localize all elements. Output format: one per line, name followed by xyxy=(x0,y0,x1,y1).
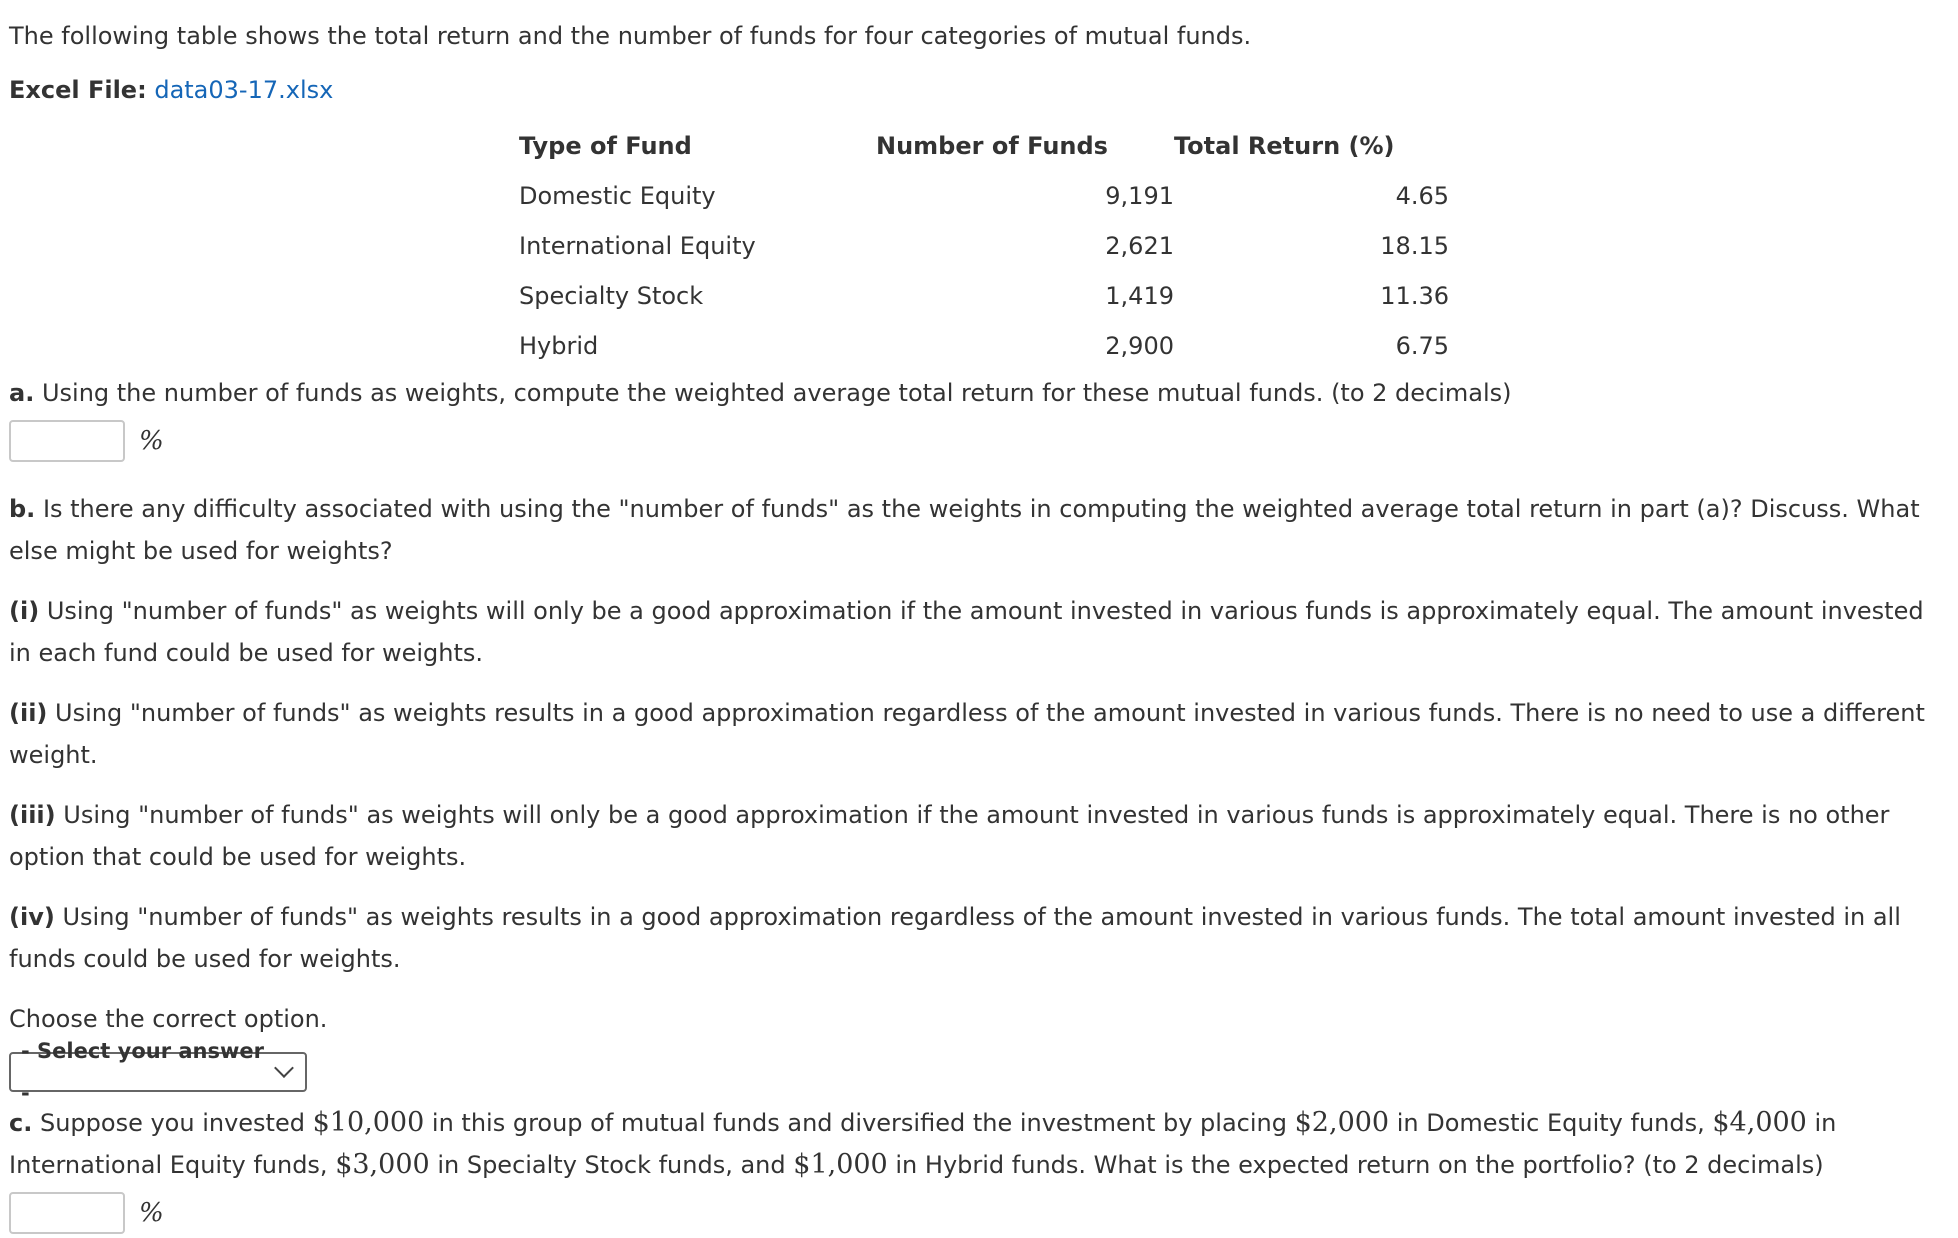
table-row xyxy=(519,221,1449,271)
part-b-text: Is there any difficulty associated with using the "number of funds" as the weights in computing the weighted average total return in part (a)? Discuss. What else might be used for weights? xyxy=(9,495,1920,565)
amount-specialty: $3,000 xyxy=(335,1149,430,1180)
part-c-question xyxy=(9,1102,1949,1186)
question-content xyxy=(9,15,1949,1238)
part-a-answer-row xyxy=(9,416,1949,466)
fund-count-cell: 9,191 xyxy=(1105,182,1174,210)
table-row xyxy=(519,171,1449,221)
part-c-answer-row xyxy=(9,1188,1949,1238)
part-b-label: b. xyxy=(9,495,36,523)
chevron-down-icon xyxy=(274,1058,294,1078)
part-c-text: in Specialty Stock funds, and xyxy=(437,1151,786,1179)
header-total-return: Total Return (%) xyxy=(1174,132,1395,160)
part-a-answer-input[interactable] xyxy=(9,420,125,462)
part-c-text: in Hybrid funds. What is the expected return on the portfolio? (to 2 decimals) xyxy=(895,1151,1824,1179)
part-c-answer-input[interactable] xyxy=(9,1192,125,1234)
part-c-percent-unit: % xyxy=(139,1198,164,1228)
part-c-text: in this group of mutual funds and diversified the investment by placing xyxy=(431,1109,1287,1137)
fund-type-cell: International Equity xyxy=(519,232,756,260)
header-type-of-fund: Type of Fund xyxy=(519,132,692,160)
amount-total: $10,000 xyxy=(312,1107,425,1138)
part-a-question xyxy=(9,372,1949,414)
part-c-label: c. xyxy=(9,1109,33,1137)
amount-hybrid: $1,000 xyxy=(793,1149,888,1180)
intro-text: The following table shows the total return and the number of funds for four categories of mutual funds. xyxy=(9,22,1252,50)
excel-file-line xyxy=(9,69,1949,111)
part-c-text: in Domestic Equity funds, xyxy=(1396,1109,1705,1137)
answer-select-value: - Select your answer - xyxy=(21,1039,264,1105)
fund-count-cell: 2,621 xyxy=(1105,232,1174,260)
fund-count-cell: 1,419 xyxy=(1105,282,1174,310)
fund-type-cell: Hybrid xyxy=(519,332,599,360)
option-ii xyxy=(9,692,1949,776)
option-iv xyxy=(9,896,1949,980)
option-label: (iv) xyxy=(9,903,55,931)
option-text: Using "number of funds" as weights results in a good approximation regardless of the amount invested in various funds. The total amount invested in all funds could be used for weights. xyxy=(9,903,1901,973)
funds-table xyxy=(519,121,1449,371)
fund-count-cell: 2,900 xyxy=(1105,332,1174,360)
part-b-question xyxy=(9,488,1949,572)
part-a-percent-unit: % xyxy=(139,426,164,456)
amount-domestic: $2,000 xyxy=(1294,1107,1390,1138)
table-row xyxy=(519,321,1449,371)
option-text: Using "number of funds" as weights will only be a good approximation if the amount invested in various funds is approximately equal. There is no other option that could be used for weights. xyxy=(9,801,1890,871)
option-text: Using "number of funds" as weights will only be a good approximation if the amount invested in various funds is approximately equal. The amount invested in each fund could be used for weights. xyxy=(9,597,1924,667)
option-iii xyxy=(9,794,1949,878)
fund-type-cell: Domestic Equity xyxy=(519,182,716,210)
option-i xyxy=(9,590,1949,674)
option-label: (iii) xyxy=(9,801,56,829)
option-label: (i) xyxy=(9,597,40,625)
answer-select[interactable] xyxy=(9,1039,307,1105)
excel-file-label: Excel File: xyxy=(9,76,147,104)
fund-return-cell: 11.36 xyxy=(1380,282,1449,310)
option-label: (ii) xyxy=(9,699,48,727)
fund-return-cell: 6.75 xyxy=(1395,332,1449,360)
table-row xyxy=(519,271,1449,321)
excel-file-link[interactable]: data03-17.xlsx xyxy=(154,76,334,104)
fund-return-cell: 4.65 xyxy=(1395,182,1449,210)
header-number-of-funds: Number of Funds xyxy=(876,132,1108,160)
table-header-row xyxy=(519,121,1449,171)
part-c-text: Suppose you invested xyxy=(39,1109,305,1137)
fund-type-cell: Specialty Stock xyxy=(519,282,704,310)
fund-return-cell: 18.15 xyxy=(1380,232,1449,260)
choose-instruction: Choose the correct option. xyxy=(9,1005,328,1033)
amount-international: $4,000 xyxy=(1712,1107,1807,1138)
part-c-text: in International Equity funds, xyxy=(9,1109,1837,1179)
part-a-text: Using the number of funds as weights, compute the weighted average total return for these mutual funds. (to 2 decimals) xyxy=(41,379,1512,407)
part-a-label: a. xyxy=(9,379,35,407)
option-text: Using "number of funds" as weights results in a good approximation regardless of the amount invested in various funds. There is no need to use a different weight. xyxy=(9,699,1925,769)
